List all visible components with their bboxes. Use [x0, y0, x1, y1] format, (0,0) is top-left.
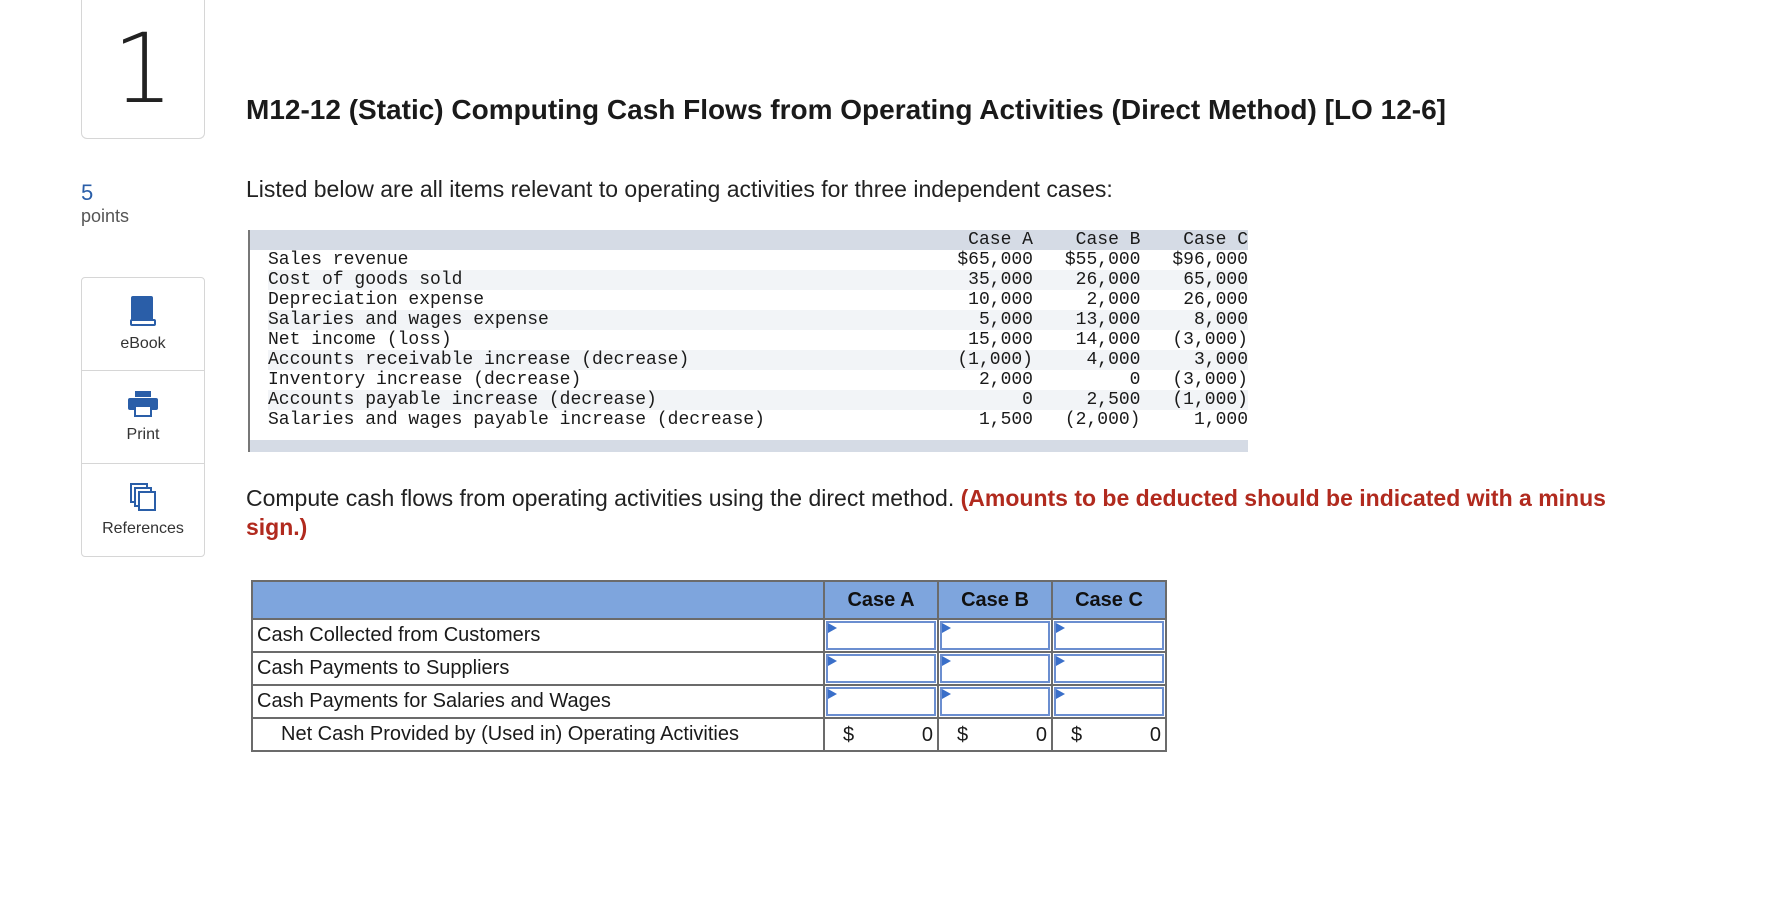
points-value: 5 [81, 180, 94, 205]
given-value: (3,000) [1172, 370, 1248, 390]
answer-input-case-c[interactable] [1052, 652, 1166, 685]
given-value: (2,000) [1064, 410, 1141, 430]
answer-row [252, 619, 1166, 652]
total-value: 0 [1149, 724, 1161, 746]
ebook-button[interactable] [82, 278, 204, 371]
answer-input-case-a[interactable] [824, 652, 938, 685]
given-value: 2,500 [1086, 390, 1141, 410]
ebook-icon [129, 295, 157, 327]
given-row [268, 250, 1248, 270]
answer-row-label: Cash Payments to Suppliers [252, 652, 824, 685]
given-row [268, 310, 1248, 330]
given-col-header: Case C [1183, 230, 1248, 250]
given-value: 26,000 [1075, 270, 1141, 290]
answer-input-case-a[interactable] [824, 685, 938, 718]
answer-total-case-a [824, 718, 938, 751]
input-flag-icon [1056, 656, 1065, 666]
answer-input-case-c[interactable] [1052, 685, 1166, 718]
given-value: 13,000 [1075, 310, 1141, 330]
input-flag-icon [828, 689, 837, 699]
answer-row-label: Cash Collected from Customers [252, 619, 824, 652]
ebook-label: eBook [120, 335, 166, 352]
answer-row [252, 685, 1166, 718]
given-value: $65,000 [957, 250, 1033, 270]
given-value: 10,000 [968, 290, 1033, 310]
given-value: (1,000) [1172, 390, 1248, 410]
given-row-label: Salaries and wages payable increase (decrease) [268, 410, 765, 430]
given-value: 35,000 [968, 270, 1033, 290]
input-flag-icon [1056, 689, 1065, 699]
answer-header-row [252, 581, 1166, 619]
given-value: 15,000 [968, 330, 1033, 350]
input-flag-icon [942, 623, 951, 633]
given-value: 0 [1022, 390, 1033, 410]
given-row [268, 390, 1248, 410]
page-title: M12-12 (Static) Computing Cash Flows from Operating Activities (Direct Method) [LO 12-6] [246, 94, 1446, 125]
answer-input-case-b[interactable] [938, 652, 1052, 685]
answer-total-case-b [938, 718, 1052, 751]
given-row-label: Net income (loss) [268, 330, 452, 350]
given-footer-band [250, 440, 1248, 452]
given-value: (3,000) [1172, 330, 1248, 350]
print-button[interactable] [82, 371, 204, 464]
answer-col-header: Case A [824, 581, 938, 619]
given-header-row [268, 230, 1248, 250]
answer-row-label: Cash Payments for Salaries and Wages [252, 685, 824, 718]
given-row [268, 270, 1248, 290]
total-value: 0 [1035, 724, 1047, 746]
given-value: 4,000 [1086, 350, 1141, 370]
given-value: 26,000 [1183, 290, 1248, 310]
input-flag-icon [1056, 623, 1065, 633]
references-label: References [102, 520, 184, 537]
given-row [268, 330, 1248, 350]
given-row-label: Sales revenue [268, 250, 409, 270]
instruction-note: (Amounts to be deducted should be indicated with a minus sign.) [246, 485, 1606, 540]
tool-panel [81, 277, 205, 557]
answer-col-header: Case B [938, 581, 1052, 619]
question-number: 1 [81, 0, 205, 139]
points-label: points [81, 206, 130, 226]
answer-col-header: Case C [1052, 581, 1166, 619]
given-value: 1,500 [978, 410, 1033, 430]
given-row-label: Depreciation expense [268, 290, 485, 310]
currency-symbol: $ [843, 724, 855, 746]
given-value: 5,000 [978, 310, 1033, 330]
given-value: 1,000 [1193, 410, 1248, 430]
answer-input-case-a[interactable] [824, 619, 938, 652]
instruction [246, 484, 1646, 542]
input-flag-icon [828, 656, 837, 666]
given-data-table [248, 230, 1248, 452]
references-button[interactable] [82, 464, 204, 556]
answer-total-case-c [1052, 718, 1166, 751]
given-value: $96,000 [1172, 250, 1248, 270]
currency-symbol: $ [1071, 724, 1083, 746]
given-value: 0 [1129, 370, 1141, 390]
input-flag-icon [942, 689, 951, 699]
print-icon [127, 390, 159, 418]
given-row-label: Cost of goods sold [268, 270, 463, 290]
given-row [268, 410, 1248, 430]
total-value: 0 [921, 724, 933, 746]
given-value: $55,000 [1064, 250, 1141, 270]
given-row-label: Inventory increase (decrease) [268, 370, 582, 390]
given-value: 14,000 [1075, 330, 1141, 350]
currency-symbol: $ [957, 724, 969, 746]
given-row [268, 350, 1248, 370]
given-value: 3,000 [1193, 350, 1248, 370]
print-label: Print [126, 426, 160, 443]
given-col-header: Case B [1075, 230, 1141, 250]
given-row [268, 290, 1248, 310]
answer-total-row [252, 718, 1166, 751]
answer-input-case-b[interactable] [938, 619, 1052, 652]
given-table [268, 230, 1248, 430]
given-value: 2,000 [978, 370, 1033, 390]
answer-table [251, 580, 1167, 752]
given-row-label: Salaries and wages expense [268, 310, 549, 330]
given-row-label: Accounts payable increase (decrease) [268, 390, 657, 410]
given-value: 8,000 [1193, 310, 1248, 330]
answer-row [252, 652, 1166, 685]
input-flag-icon [828, 623, 837, 633]
given-value: 65,000 [1183, 270, 1248, 290]
answer-input-case-b[interactable] [938, 685, 1052, 718]
instruction-text: Compute cash flows from operating activities using the direct method. [246, 485, 955, 511]
answer-input-case-c[interactable] [1052, 619, 1166, 652]
input-flag-icon [942, 656, 951, 666]
answer-total-label: Net Cash Provided by (Used in) Operating Activities [252, 718, 824, 751]
intro-text: Listed below are all items relevant to operating activities for three independent cases: [246, 176, 1113, 202]
given-row [268, 370, 1248, 390]
answer-header-blank [252, 581, 824, 619]
given-value: (1,000) [957, 350, 1033, 370]
given-row-label: Accounts receivable increase (decrease) [268, 350, 690, 370]
given-col-header: Case A [968, 230, 1033, 250]
given-value: 2,000 [1086, 290, 1141, 310]
references-icon [129, 482, 157, 512]
